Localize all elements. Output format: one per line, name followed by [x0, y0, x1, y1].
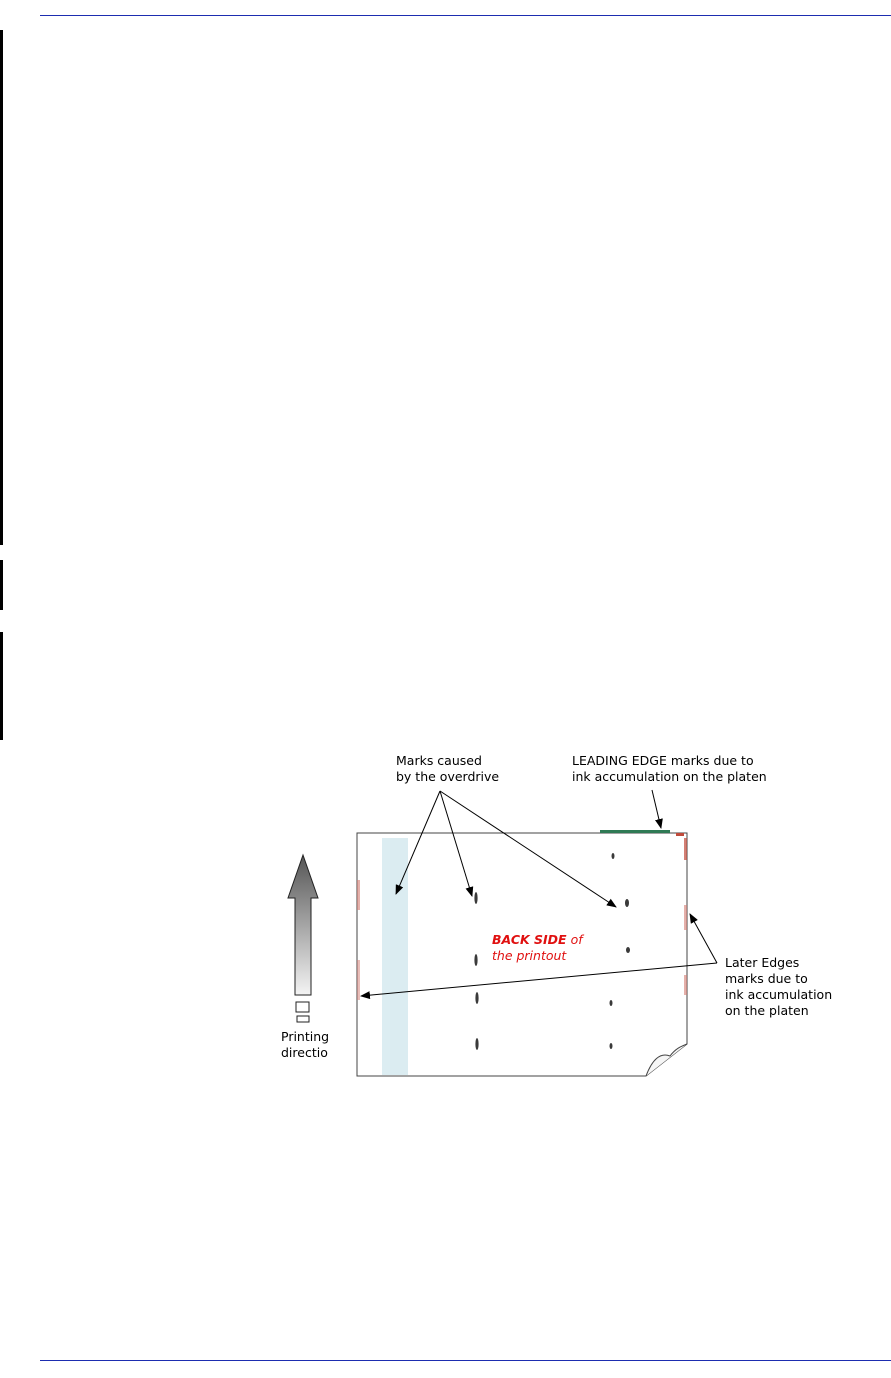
sheet-label-bold: BACK SIDE — [492, 932, 567, 947]
sheet-label-line2: the printout — [492, 948, 567, 963]
callout-leading-edge: LEADING EDGE marks due to ink accumulation on the platen — [572, 753, 767, 784]
sheet-label-rest: of — [566, 932, 583, 947]
callout-printing-direction: Printing directio — [281, 1029, 330, 1060]
callout-later-edges: Later Edges marks due to ink accumulation on the platen — [725, 955, 833, 1018]
printing-direction-arrow-icon — [288, 855, 318, 1022]
sheet-label — [492, 932, 583, 964]
callout-marks-caused: Marks caused by the overdrive — [396, 753, 500, 784]
